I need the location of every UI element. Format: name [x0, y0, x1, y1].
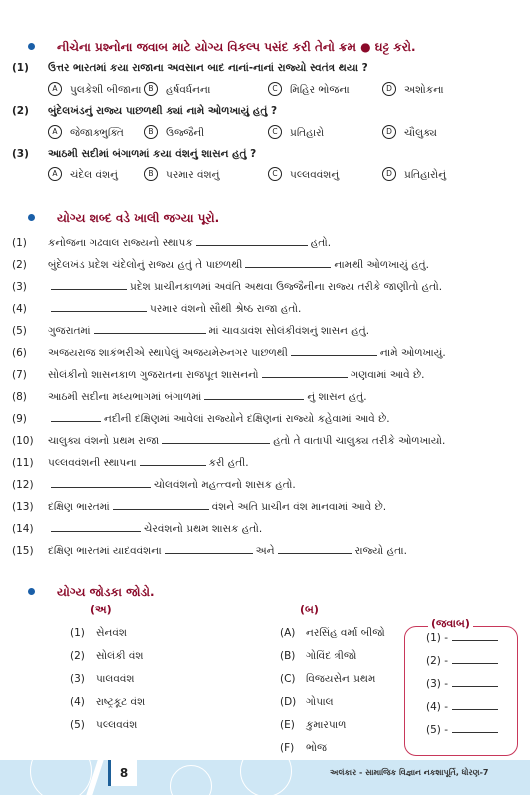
column-a-heading: (અ) [90, 603, 112, 616]
column-b-item: (E) કુમારપાળ [280, 719, 347, 731]
option-a[interactable]: A જેજાક્ભુક્તિ [48, 126, 124, 140]
option-c[interactable]: C પ્રતિહારો [268, 126, 324, 140]
fill-item-5: (5) ગુજરાતમાં માં ચાવડાવંશ સોલંકીવંશનું શાસન હતું. [12, 325, 370, 337]
decorative-circle-icon [240, 760, 292, 795]
answer-row[interactable]: (1) - [426, 630, 498, 644]
answer-blank[interactable] [204, 389, 304, 400]
answer-row[interactable]: (2) - [426, 653, 498, 667]
fill-item-13: (13) દક્ષિણ ભારતમાં વંશને અતિ પ્રાચીન વંશ માનવામાં આવે છે. [12, 501, 387, 513]
fill-item-15: (15) દક્ષિણ ભારતમાં યાદવવંશના અને રાજ્યો હતા. [12, 545, 407, 557]
option-c[interactable]: C પલ્લવવંશનું [268, 168, 339, 182]
answer-blank[interactable] [51, 279, 127, 290]
column-b-item: (D) ગોપાલ [280, 696, 334, 708]
option-c[interactable]: C મિહિર ભોજના [268, 83, 350, 97]
answer-blank[interactable] [51, 301, 147, 312]
column-a-item: (3) પાલવવંશ [70, 673, 135, 685]
fill-item-14: (14) ચેરવંશનો પ્રથમ શાસક હતો. [12, 523, 263, 535]
option-a[interactable]: A ચંદેલ વંશનું [48, 168, 118, 182]
column-a-item: (1) સેનવંશ [70, 627, 127, 639]
answer-blank[interactable] [262, 367, 348, 378]
answer-blank[interactable] [51, 411, 101, 422]
fill-item-11: (11) પલ્લવવંશની સ્થાપના કરી હતી. [12, 457, 249, 469]
answer-blank[interactable] [162, 433, 270, 444]
fill-item-9: (9) નદીની દક્ષિણમાં આવેલાં રાજ્યોને દક્ષિણનાં રાજ્યો કહેવામાં આવે છે. [12, 413, 390, 425]
mcq-section-title: નીચેના પ્રશ્નોના જવાબ માટે યોગ્ય વિકલ્પ પસંદ કરી તેનો ક્રમ ● ઘટ્ટ કરો. [28, 40, 416, 55]
option-d[interactable]: D અશોકના [382, 83, 444, 97]
option-b[interactable]: B હર્ષવર્ધનના [144, 83, 210, 97]
answer-blank[interactable] [278, 543, 352, 554]
answer-blank[interactable] [245, 257, 331, 268]
question-3: (3) આઠમી સદીમાં બંગાળમાં કયા વંશનું શાસન હતું ? [12, 148, 257, 160]
option-b[interactable]: B ઉજ્જૈની [144, 126, 204, 140]
fill-section-title: યોગ્ય શબ્દ વડે ખાલી જગ્યા પૂરો. [28, 211, 219, 226]
column-b-heading: (બ) [300, 603, 319, 616]
footer-book-title: અલંકાર - સામાજિક વિજ્ઞાન નકશાપૂર્તિ, ધોરણ-7 [330, 768, 489, 777]
answer-row[interactable]: (4) - [426, 699, 498, 713]
answer-blank[interactable] [51, 477, 151, 488]
column-b-item: (F) ભોજ [280, 742, 327, 754]
column-a-item: (2) સોલંકી વંશ [70, 650, 144, 662]
column-a-item: (5) પલ્લવવંશ [70, 719, 138, 731]
option-d[interactable]: D ચૌલુક્ય [382, 126, 437, 140]
question-2: (2) બુંદેલખંડનું રાજ્ય પાછળથી ક્યાં નામે ઓળખાયું હતું ? [12, 105, 278, 117]
column-b-item: (C) વિજયસેન પ્રથમ [280, 673, 376, 685]
option-b[interactable]: B પરમાર વંશનું [144, 168, 219, 182]
fill-item-6: (6) અજયરાજ શાકંભરીએ સ્થાપેલું અજયમેરુનગર પાછળથી નામે ઓળખાયું. [12, 347, 446, 359]
option-d[interactable]: D પ્રતિહારોનું [382, 168, 446, 182]
fill-item-7: (7) સોલંકીનો શાસનકાળ ગુજરાતના રાજપૂત શાસનનો ગણવામાં આવે છે. [12, 369, 425, 381]
fill-item-4: (4) પરમાર વંશનો સૌથી શ્રેષ્ઠ રાજા હતો. [12, 303, 302, 315]
match-section-title: યોગ્ય જોડકા જોડો. [28, 585, 155, 600]
answer-box [404, 626, 518, 756]
fill-item-1: (1) કનોજના ગઢવાલ રાજ્યનો સ્થાપક હતો. [12, 237, 332, 249]
bullet-icon [28, 214, 35, 221]
page-number: 8 [108, 760, 137, 786]
answer-blank[interactable] [94, 323, 206, 334]
answer-heading: (જવાબ) [428, 617, 473, 631]
bullet-icon [28, 588, 35, 595]
answer-blank[interactable] [51, 521, 141, 532]
answer-blank[interactable] [165, 543, 253, 554]
option-a[interactable]: A પુલકેશી બીજાના [48, 83, 141, 97]
fill-item-8: (8) આઠમી સદીના મધ્યભાગમાં બંગાળમાં નું શાસન હતું. [12, 391, 367, 403]
answer-blank[interactable] [140, 455, 206, 466]
decorative-circle-icon [170, 765, 212, 795]
answer-row[interactable]: (5) - [426, 722, 498, 736]
answer-blank[interactable] [196, 235, 308, 246]
fill-item-10: (10) ચાલુક્ય વંશનો પ્રથમ રાજા હતો તે વાતાપી ચાલુક્ય તરીકે ઓળખાયો. [12, 435, 446, 447]
fill-item-2: (2) બુંદેલખંડ પ્રદેશ ચંદેલોનું રાજ્ય હતું તે પાછળથી નામથી ઓળખાયું હતું. [12, 259, 429, 271]
fill-item-3: (3) પ્રદેશ પ્રાચીનકાળમાં અવંતિ અથવા ઉજ્જૈનીના રાજ્ય તરીકે જાણીતો હતો. [12, 281, 443, 293]
fill-item-12: (12) ચોલવંશનો મહત્ત્વનો શાસક હતો. [12, 479, 296, 491]
column-b-item: (A) નરસિંહ વર્મા બીજો [280, 627, 385, 639]
decorative-circle-icon [30, 760, 92, 795]
column-a-item: (4) રાષ્ટ્રકૂટ વંશ [70, 696, 146, 708]
answer-blank[interactable] [113, 499, 209, 510]
answer-row[interactable]: (3) - [426, 676, 498, 690]
column-b-item: (B) ગોવિંદ ત્રીજો [280, 650, 357, 662]
question-1: (1) ઉત્તર ભારતમાં કયા રાજાના અવસાન બાદ નાનાં-નાનાં રાજ્યો સ્વતંત્ર થયા ? [12, 62, 368, 74]
bullet-icon [28, 43, 35, 50]
answer-blank[interactable] [291, 345, 377, 356]
